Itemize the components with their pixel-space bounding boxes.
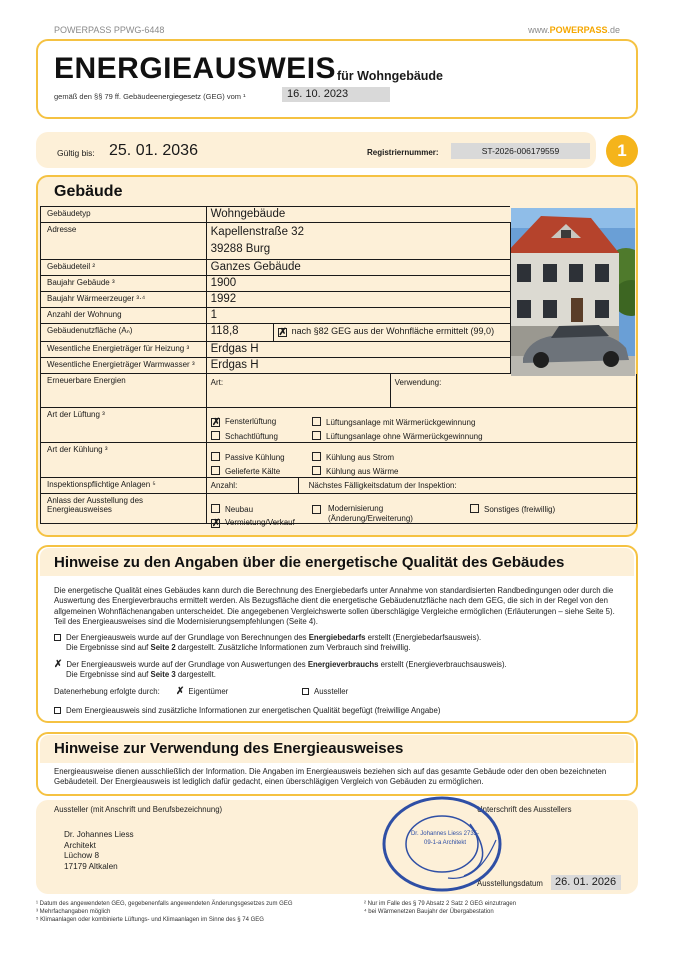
vent-shaft-checkbox[interactable] — [211, 431, 220, 440]
stamp-outer-text — [388, 795, 389, 796]
year-label: Baujahr Gebäude ³ — [41, 276, 207, 292]
area-note-text: nach §82 GEG aus der Wohnfläche ermittelt (99,0) — [291, 326, 495, 336]
units-value: 1 — [206, 308, 510, 324]
owner-checkbox[interactable]: ✗ — [176, 686, 185, 697]
ventilation-label: Art der Lüftung ³ — [41, 408, 207, 443]
collected-by-label: Datenerhebung erfolgte durch: — [54, 687, 160, 696]
reason-new-option[interactable] — [211, 504, 253, 514]
area-value: 118,8 — [207, 324, 274, 341]
area-label: Gebäudenutzfläche (Aₙ) — [41, 324, 207, 342]
consumption-text-e: Seite 3 — [150, 670, 176, 680]
demand-checkbox[interactable] — [54, 634, 61, 641]
vent-window-label: Fensterlüftung — [225, 417, 277, 426]
year-value: 1900 — [206, 276, 510, 292]
collected-issuer-option[interactable] — [302, 687, 348, 697]
vent-recovery-checkbox[interactable] — [312, 417, 321, 426]
renewables-type: Art: — [207, 374, 391, 407]
reason-new-checkbox[interactable] — [211, 504, 220, 513]
cool-delivered-option[interactable] — [211, 466, 280, 476]
units-label: Anzahl der Wohnung — [41, 308, 207, 324]
cool-delivered-checkbox[interactable] — [211, 466, 220, 475]
type-label: Gebäudetyp — [41, 207, 207, 223]
heater-year-label: Baujahr Wärmeerzeuger ³·⁴ — [41, 292, 207, 308]
demand-text-b: Energiebedarfs — [308, 633, 366, 642]
issuer-street: Lüchow 8 — [64, 851, 100, 860]
website-suffix: .de — [607, 25, 620, 35]
part-value: Ganzes Gebäude — [206, 260, 510, 276]
consumption-text-d: Die Ergebnisse sind auf — [66, 670, 151, 680]
website-prefix: www. — [528, 25, 550, 35]
footnote-3: ³ Mehrfachangaben möglich — [36, 909, 111, 915]
issuer-address — [64, 830, 134, 872]
geg-date: 16. 10. 2023 — [282, 87, 390, 102]
reason-rent-checkbox[interactable]: ✗ — [212, 518, 221, 529]
vent-norecovery-label: Lüftungsanlage ohne Wärmerückgewinnung — [326, 432, 483, 441]
reason-other-label: Sonstiges (freiwillig) — [484, 505, 556, 514]
cool-delivered-label: Gelieferte Kälte — [225, 467, 281, 476]
consumption-option[interactable] — [54, 660, 624, 681]
reason-rent-option[interactable] — [211, 518, 295, 528]
address-line2: 39288 Burg — [210, 243, 271, 255]
renewables-label: Erneuerbare Energien — [41, 374, 207, 408]
building-section-title: Gebäude — [54, 183, 123, 200]
vent-norecovery-checkbox[interactable] — [312, 431, 321, 440]
cool-heat-option[interactable] — [312, 466, 398, 476]
vent-window-option[interactable] — [211, 417, 276, 427]
vent-recovery-label: Lüftungsanlage mit Wärmerückgewinnung — [326, 418, 476, 427]
cool-passive-checkbox[interactable] — [211, 452, 220, 461]
inspection-label: Inspektionspflichtige Anlagen ⁵ — [41, 478, 207, 494]
water-value: Erdgas H — [206, 358, 510, 374]
footnote-1: ¹ Datum des angewendeten GEG, gegebenenfalls angewendeten Änderungsgesetzes zum GEG — [36, 901, 293, 907]
additional-info-option[interactable] — [54, 706, 624, 716]
cool-power-label: Kühlung aus Strom — [326, 453, 395, 462]
inspection-count: Anzahl: — [207, 478, 299, 493]
issuer-label: Aussteller (mit Anschrift und Berufsbezeichnung) — [54, 805, 223, 814]
cool-heat-checkbox[interactable] — [312, 466, 321, 475]
issuer-city: 17179 Altkalen — [64, 861, 118, 871]
consumption-text-b: Energieverbrauchs — [307, 660, 379, 669]
area-checkbox[interactable]: ✗ — [278, 327, 288, 338]
cool-passive-option[interactable] — [211, 452, 285, 462]
reason-other-checkbox[interactable] — [470, 504, 479, 513]
quality-intro: Die energetische Qualität eines Gebäudes kann durch die Berechnung des Energiebedarfs unter Annahme von standardisierten Randbedingungen oder durch die Auswertung des Energieverbrauchs ermittelt werden. Als Bezugsfläche dient die energetische Gebäudenutzfläche nach dem GEG, die sich in der Regel von den allgemeinen Wohnflächenangaben unterscheidet. Die angegebenen Vergleichswerte sollen überschlägige Vergleiche ermöglichen (Erläuterungen – siehe Seite 5). Teil des Energieausweises sind die Modernisierungsempfehlungen (Seite 4). — [54, 586, 615, 627]
inspection-next: Nächstes Fälligkeitsdatum der Inspektion: — [308, 481, 457, 490]
legal-basis: gemäß den §§ 79 ff. Gebäudeenergiegesetz (GEG) vom ¹ — [54, 92, 246, 101]
website — [528, 25, 620, 35]
cool-power-option[interactable] — [312, 452, 394, 462]
page-number-badge: 1 — [606, 135, 638, 167]
vent-shaft-option[interactable] — [211, 431, 278, 441]
demand-text-f: dargestellt. Zusätzliche Informationen zum Verbrauch sind freiwillig. — [175, 643, 411, 653]
valid-until-label: Gültig bis: — [57, 148, 95, 158]
signature-label: Unterschrift des Ausstellers — [477, 805, 572, 814]
demand-text-c: erstellt (Energiebedarfsausweis). — [365, 633, 482, 642]
reason-modern-label: Modernisierung (Änderung/Erweiterung) — [328, 504, 413, 523]
issuer-option-label: Aussteller — [314, 687, 349, 696]
issuer-name: Dr. Johannes Liess — [64, 830, 134, 839]
building-photo — [511, 208, 635, 376]
area-note — [274, 324, 498, 341]
renewables-cell — [206, 374, 636, 408]
page-subtitle: für Wohngebäude — [337, 69, 444, 83]
address-line1: Kapellenstraße 32 — [210, 226, 304, 238]
reason-modern-checkbox[interactable] — [312, 505, 321, 514]
footnote-2: ² Nur im Falle des § 79 Absatz 2 Satz 2 GEG einzutragen — [364, 901, 517, 907]
issue-date-label: Ausstellungsdatum — [477, 879, 543, 888]
reason-other-option[interactable] — [470, 504, 555, 514]
renewables-usage: Verwendung: — [394, 378, 442, 387]
demand-text-d: Die Ergebnisse sind auf — [66, 643, 151, 653]
consumption-text-f: dargestellt. — [175, 670, 216, 680]
footnote-5: ⁵ Klimaanlagen oder kombinierte Lüftungs- und Klimaanlagen im Sinne des § 74 GEG — [36, 917, 264, 923]
collected-owner-option[interactable] — [176, 687, 228, 697]
additional-label: Dem Energieausweis sind zusätzliche Informationen zur energetischen Qualität begefügt (freiwillige Angabe) — [66, 706, 441, 715]
page-title: ENERGIEAUSWEIS — [54, 52, 337, 85]
water-label: Wesentliche Energieträger Warmwasser ³ — [41, 358, 207, 374]
heater-year-value: 1992 — [206, 292, 510, 308]
area-cell — [206, 324, 510, 342]
consumption-text-c: erstellt (Energieverbrauchsausweis). — [378, 660, 507, 669]
website-brand: POWERPASS — [549, 25, 608, 35]
consumption-checkbox[interactable]: ✗ — [54, 659, 63, 670]
cool-power-checkbox[interactable] — [312, 452, 321, 461]
issuer-profession: Architekt — [64, 840, 96, 850]
reason-modern-option[interactable] — [312, 504, 442, 524]
reason-rent-label: Vermietung/Verkauf — [225, 518, 295, 527]
type-value: Wohngebäude — [206, 207, 510, 223]
stamp-inner-text: Dr. Johannes Liess 2735-09-1-a Architekt — [410, 831, 480, 846]
additional-checkbox[interactable] — [54, 707, 61, 714]
owner-label: Eigentümer — [188, 687, 229, 696]
issue-date-value: 26. 01. 2026 — [551, 875, 621, 890]
usage-section-title: Hinweise zur Verwendung des Energieausweises — [54, 740, 404, 757]
consumption-text-a: Der Energieausweis wurde auf der Grundlage von Auswertungen des — [66, 660, 308, 669]
vent-norecovery-option[interactable] — [312, 431, 483, 441]
cool-passive-label: Passive Kühlung — [225, 453, 285, 462]
demand-text-a: Der Energieausweis wurde auf der Grundlage von Berechnungen des — [66, 633, 309, 642]
vent-shaft-label: Schachtlüftung — [225, 432, 278, 441]
issuer-checkbox[interactable] — [302, 688, 309, 695]
reason-new-label: Neubau — [225, 505, 254, 514]
product-code: POWERPASS PPWG-6448 — [54, 25, 165, 35]
inspection-cell — [206, 478, 636, 494]
vent-recovery-option[interactable] — [312, 417, 475, 427]
usage-text: Energieausweise dienen ausschließlich der Information. Die Angaben im Energieausweis beziehen sich auf das gesamte Gebäude oder den oben bezeichneten Gebäudeteil. Der Energieausweis ist lediglich dafür gedacht, einen überschlägigen Vergleich von Gebäuden zu ermöglichen. — [54, 767, 607, 787]
cool-heat-label: Kühlung aus Wärme — [326, 467, 399, 476]
address-label: Adresse — [41, 223, 207, 260]
footnote-4: ⁴ bei Wärmenetzen Baujahr der Übergabestation — [364, 909, 494, 915]
demand-option[interactable] — [54, 633, 624, 654]
quality-section-title: Hinweise zu den Angaben über die energetische Qualität des Gebäudes — [54, 554, 565, 571]
part-label: Gebäudeteil ² — [41, 260, 207, 276]
vent-window-checkbox[interactable]: ✗ — [212, 417, 221, 428]
demand-text-e: Seite 2 — [150, 643, 176, 653]
registration-number: ST-2026-006179559 — [451, 143, 590, 159]
address-value — [206, 223, 510, 260]
registration-label: Registriernummer: — [367, 148, 439, 157]
cooling-label: Art der Kühlung ³ — [41, 443, 207, 478]
heating-label: Wesentliche Energieträger für Heizung ³ — [41, 342, 207, 358]
reason-label: Anlass der Ausstellung des Energieausweises — [41, 494, 207, 524]
valid-until-value: 25. 01. 2036 — [109, 142, 198, 159]
heating-value: Erdgas H — [206, 342, 510, 358]
